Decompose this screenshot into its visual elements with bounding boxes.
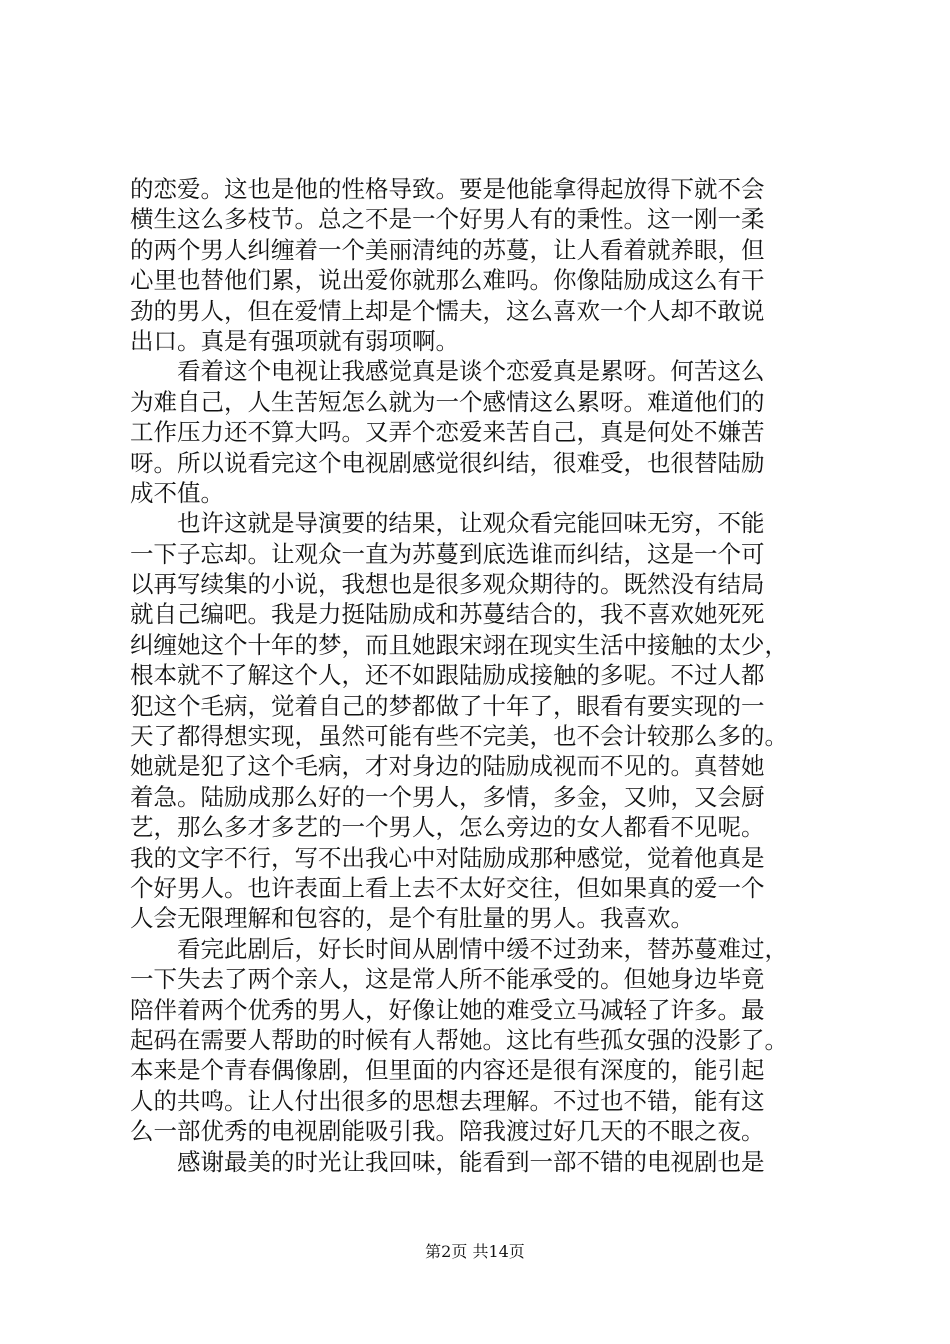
text-line: 着急。陆励成那么好的一个男人，多情，多金，又帅，又会厨 xyxy=(130,782,765,811)
text-line: 陪伴着两个优秀的男人，好像让她的难受立马减轻了许多。最 xyxy=(130,995,765,1024)
paragraph-start-line: 感谢最美的时光让我回味，能看到一部不错的电视剧也是 xyxy=(177,1147,765,1176)
text-line: 艺，那么多才多艺的一个男人，怎么旁边的女人都看不见呢。 xyxy=(130,813,765,842)
text-line: 天了都得想实现，虽然可能有些不完美，也不会计较那么多的。 xyxy=(130,722,788,751)
text-line: 根本就不了解这个人，还不如跟陆励成接触的多呢。不过人都 xyxy=(130,661,765,690)
text-line: 本来是个青春偶像剧，但里面的内容还是很有深度的，能引起 xyxy=(130,1056,765,1085)
body-text xyxy=(130,174,840,1177)
text-line: 劲的男人，但在爱情上却是个懦夫，这么喜欢一个人却不敢说 xyxy=(130,296,765,325)
text-line: 我的文字不行，写不出我心中对陆励成那种感觉，觉着他真是 xyxy=(130,843,765,872)
text-line: 就自己编吧。我是力挺陆励成和苏蔓结合的，我不喜欢她死死 xyxy=(130,600,765,629)
text-line: 纠缠她这个十年的梦，而且她跟宋翊在现实生活中接触的太少， xyxy=(130,630,788,659)
text-line: 一下失去了两个亲人，这是常人所不能承受的。但她身边毕竟 xyxy=(130,965,765,994)
text-line: 的两个男人纠缠着一个美丽清纯的苏蔓，让人看着就养眼，但 xyxy=(130,235,765,264)
text-line: 个好男人。也许表面上看上去不太好交往，但如果真的爱一个 xyxy=(130,873,765,902)
text-line: 横生这么多枝节。总之不是一个好男人有的秉性。这一刚一柔 xyxy=(130,205,765,234)
text-line: 呀。所以说看完这个电视剧感觉很纠结，很难受，也很替陆励 xyxy=(130,448,765,477)
paragraph-start-line: 看着这个电视让我感觉真是谈个恋爱真是累呀。何苦这么 xyxy=(177,357,765,386)
text-line: 人会无限理解和包容的，是个有肚量的男人。我喜欢。 xyxy=(130,904,694,933)
text-line: 成不值。 xyxy=(130,478,224,507)
text-line: 为难自己，人生苦短怎么就为一个感情这么累呀。难道他们的 xyxy=(130,387,765,416)
text-line: 人的共鸣。让人付出很多的思想去理解。不过也不错，能有这 xyxy=(130,1086,765,1115)
paragraph-start-line: 也许这就是导演要的结果，让观众看完能回味无穷，不能 xyxy=(177,509,765,538)
text-line: 的恋爱。这也是他的性格导致。要是他能拿得起放得下就不会 xyxy=(130,175,765,203)
text-line: 工作压力还不算大吗。又弄个恋爱来苦自己，真是何处不嫌苦 xyxy=(130,418,765,447)
text-line: 一下子忘却。让观众一直为苏蔓到底选谁而纠结，这是一个可 xyxy=(130,539,765,568)
text-line: 起码在需要人帮助的时候有人帮她。这比有些孤女强的没影了。 xyxy=(130,1025,788,1054)
text-line: 她就是犯了这个毛病，才对身边的陆励成视而不见的。真替她 xyxy=(130,752,765,781)
text-line: 心里也替他们累，说出爱你就那么难吗。你像陆励成这么有干 xyxy=(130,266,765,295)
text-line: 么一部优秀的电视剧能吸引我。陪我渡过好几天的不眼之夜。 xyxy=(130,1117,765,1146)
text-line: 以再写续集的小说，我想也是很多观众期待的。既然没有结局 xyxy=(130,570,765,599)
paragraph-start-line: 看完此剧后，好长时间从剧情中缓不过劲来，替苏蔓难过， xyxy=(177,934,788,963)
page-number-footer: 第2页 共14页 xyxy=(425,1242,525,1261)
text-line: 犯这个毛病，觉着自己的梦都做了十年了，眼看有要实现的一 xyxy=(130,691,765,720)
text-line: 出口。真是有强项就有弱项啊。 xyxy=(130,326,459,355)
